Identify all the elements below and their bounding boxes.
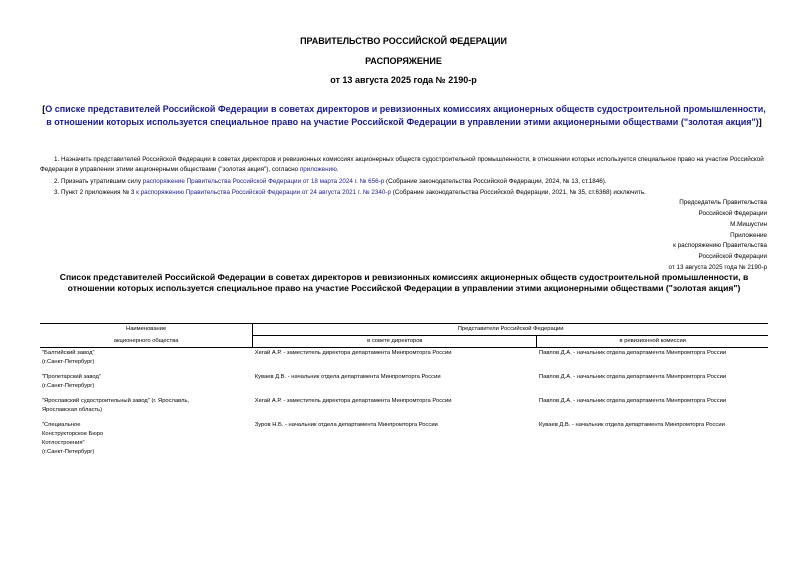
appendix-date: от 13 августа 2025 года № 2190-р bbox=[668, 264, 767, 271]
board-representative-cell: Хегай А.Р. - заместитель директора департамента Минпромторга России bbox=[254, 350, 452, 356]
signature-name: М.Мишустин bbox=[730, 221, 767, 228]
signature-position-line1: Председатель Правительства bbox=[679, 199, 767, 206]
col-audit-header: в ревизионной комиссии bbox=[537, 336, 768, 348]
paragraph-1-text: 1. Назначить представителей Российской Федерации в советах директоров и ревизионных комиссиях акционерных обществ судостроительной промышленности, в отношении которых используется специальное право на участие Российской Федерации в управлении этими акционерными обществами ("золотая акция"), согласно bbox=[40, 156, 764, 173]
document-title-link[interactable]: О списке представителей Российской Федерации в советах директоров и ревизионных комиссиях акционерных обществ судостроительной промышленности, в отношении которых используется специальное право на участие Российской Федерации в управлении этими акционерными обществами ("золотая акция") bbox=[45, 104, 766, 127]
company-cell: "Пролетарский завод" (г.Санкт-Петербург) bbox=[42, 374, 101, 389]
appendix-link[interactable]: приложению bbox=[299, 166, 337, 173]
table-row bbox=[40, 396, 768, 420]
list-title: Список представителей Российской Федерации в советах директоров и ревизионных комиссиях акционерных обществ судостроительной промышленности, в отношении которых используется специальное право на участие Российской Федерации в управлении этими акционерными обществами ("золотая акция") bbox=[59, 272, 749, 293]
appendix-label: Приложение bbox=[730, 232, 767, 239]
audit-representative-cell: Куваев Д.В. - начальник отдела департамента Минпромторга России bbox=[538, 422, 725, 428]
representatives-table bbox=[40, 323, 768, 462]
table-row bbox=[40, 420, 768, 462]
paragraph-2 bbox=[54, 177, 782, 187]
appendix-line2: Российской Федерации bbox=[698, 253, 767, 260]
table-row bbox=[40, 372, 768, 396]
paragraph-2-end: (Собрание законодательства Российской Федерации, 2024, № 13, ст.1846). bbox=[384, 178, 607, 185]
title-close-bracket: ] bbox=[758, 116, 762, 127]
paragraph-3-text: 3. Пункт 2 приложения № 3 bbox=[54, 189, 137, 196]
paragraph-1 bbox=[40, 155, 768, 175]
col-company-header-line2: акционерного общества bbox=[40, 336, 253, 348]
paragraph-1-end: . bbox=[336, 166, 339, 173]
paragraph-3 bbox=[54, 188, 782, 198]
document-title bbox=[40, 103, 768, 128]
col-company-header-line1: Наименование bbox=[40, 324, 253, 336]
representatives-group-header: Представители Российской Федерации bbox=[253, 324, 768, 336]
appendix-line1: к распоряжению Правительства bbox=[673, 242, 767, 249]
decree-2340-link[interactable]: к распоряжению Правительства Российской Федерации от 24 августа 2021 г. № 2340-р bbox=[136, 189, 391, 196]
audit-representative-cell: Павлов Д.А. - начальник отдела департамента Минпромторга России bbox=[538, 374, 727, 380]
board-representative-cell: Хегай А.Р. - заместитель директора департамента Минпромторга России bbox=[254, 398, 452, 404]
table-row bbox=[40, 348, 768, 373]
paragraph-3-end: (Собрание законодательства Российской Федерации, 2021, № 35, ст.6368) исключить. bbox=[391, 189, 646, 196]
col-board-header: в совете директоров bbox=[253, 336, 537, 348]
audit-representative-cell: Павлов Д.А. - начальник отдела департамента Минпромторга России bbox=[538, 350, 727, 356]
document-type-heading: РАСПОРЯЖЕНИЕ bbox=[365, 56, 442, 66]
company-cell: "Специальное Конструкторское Бюро Котлостроения" (г.Санкт-Петербург) bbox=[42, 422, 104, 455]
board-representative-cell: Зуров Н.Б. - начальник отдела департамента Минпромторга России bbox=[254, 422, 438, 428]
table-body bbox=[40, 348, 768, 463]
company-cell: "Балтийский завод" (г.Санкт-Петербург) bbox=[42, 350, 95, 365]
decree-656-link[interactable]: распоряжение Правительства Российской Федерации от 18 марта 2024 г. № 656-р bbox=[142, 178, 385, 185]
company-cell: "Ярославский судостроительный завод" (г. Ярославль, Ярославская область) bbox=[42, 398, 190, 413]
paragraph-2-text: 2. Признать утратившим силу bbox=[54, 178, 143, 185]
document-date-number: от 13 августа 2025 года № 2190-р bbox=[330, 75, 477, 85]
title-open-bracket: [ bbox=[42, 104, 46, 114]
board-representative-cell: Куваев Д.В. - начальник отдела департамента Минпромторга России bbox=[254, 374, 441, 380]
government-heading: ПРАВИТЕЛЬСТВО РОССИЙСКОЙ ФЕДЕРАЦИИ bbox=[300, 36, 507, 46]
signature-position-line2: Российской Федерации bbox=[698, 210, 767, 217]
audit-representative-cell: Павлов Д.А. - начальник отдела департамента Минпромторга России bbox=[538, 398, 727, 404]
